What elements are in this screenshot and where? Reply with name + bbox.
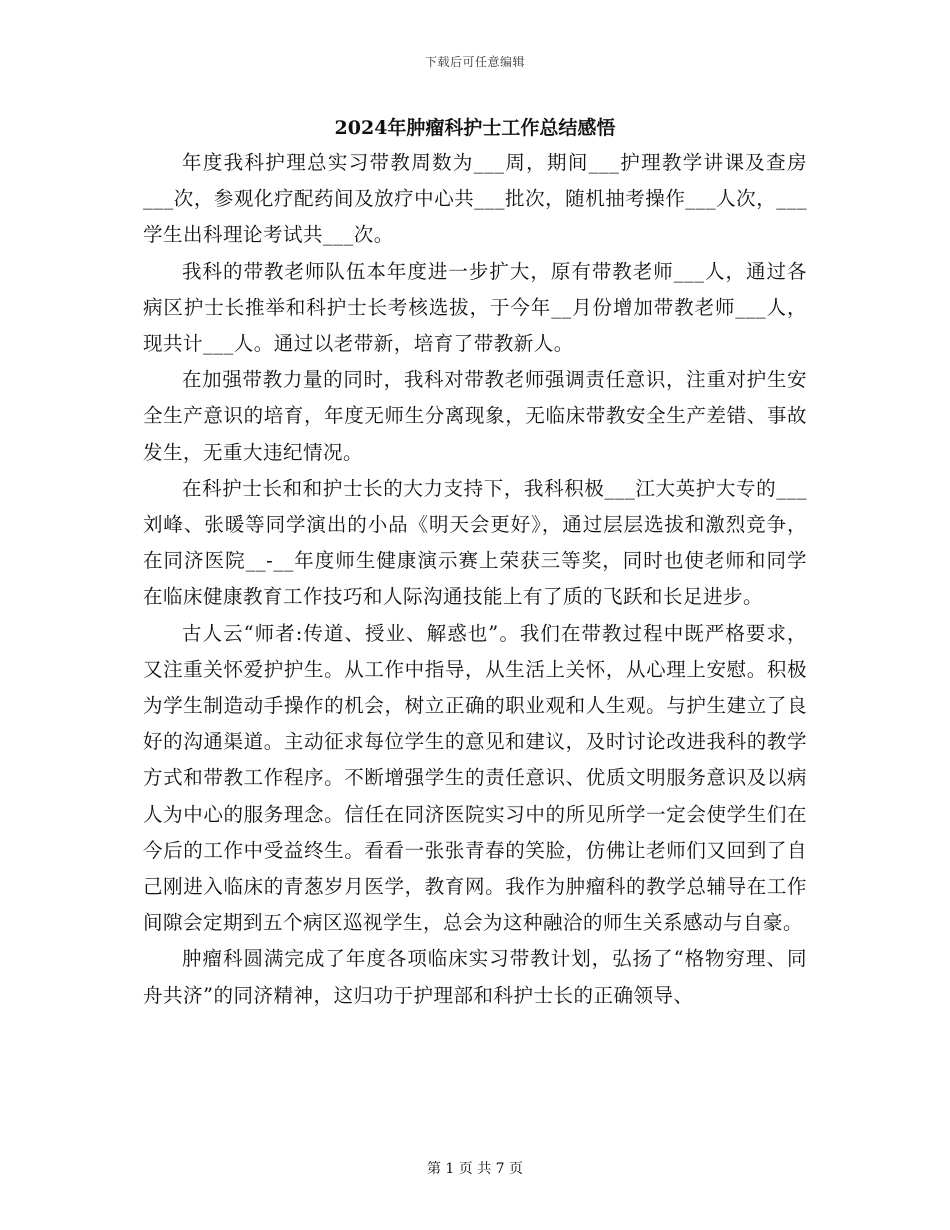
paragraph-teaching-stats: 年度我科护理总实习带教周数为___周，期间___护理教学讲课及查房___次，参观化疗配药间及放疗中心共___批次，随机抽考操作___人次，___学生出科理论考试共___次。: [143, 151, 807, 247]
paragraph-care: 古人云“师者:传道、授业、解惑也”。我们在带教过程中既严格要求，又注重关怀爱护护生。从工作中指导，从生活上关怀，从心理上安慰。积极为学生制造动手操作的机会，树立正确的职业观和人生观。与护生建立了良好的沟通渠道。主动征求每位学生的意见和建议，及时讨论改进我科的教学方式和带教工作程序。不断增强学生的责任意识、优质文明服务意识及以病人为中心的服务理念。信任在同济医院实习中的所见所学一定会使学生们在今后的工作中受益终生。看看一张张青春的笑脸，仿佛让老师们又回到了自己刚进入临床的青葱岁月医学，教育网。我作为肿瘤科的教学总辅导在工作间隙会定期到五个病区巡视学生，总会为这种融洽的师生关系感动与自豪。: [143, 621, 807, 935]
paragraph-summary: 肿瘤科圆满完成了年度各项临床实习带教计划，弘扬了“格物穷理、同舟共济”的同济精神，这归功于护理部和科护士长的正确领导、: [143, 947, 807, 1007]
paragraph-competition: 在科护士长和和护士长的大力支持下，我科积极___江大英护大专的___刘峰、张暖等同学演出的小品《明天会更好》，通过层层选拔和激烈竞争，在同济医院__-__年度师生健康演示赛上荣获三等奖，同时也使老师和同学在临床健康教育工作技巧和人际沟通技能上有了质的飞跃和长足进步。: [143, 476, 807, 609]
paragraph-teacher-team: 我科的带教老师队伍本年度进一步扩大，原有带教老师___人，通过各病区护士长推举和科护士长考核选拔，于今年__月份增加带教老师___人，现共计___人。通过以老带新，培育了带教新人。: [143, 259, 807, 356]
document-body: [143, 145, 807, 1014]
paragraph-safety: 在加强带教力量的同时，我科对带教老师强调责任意识，注重对护生安全生产意识的培育，年度无师生分离现象，无临床带教安全生产差错、事故发生，无重大违纪情况。: [143, 368, 807, 464]
document-title: 2024年肿瘤科护士工作总结感悟: [334, 117, 616, 139]
header-note: 下载后可任意编辑: [424, 55, 525, 69]
page-number: 第 1 页 共 7 页: [426, 1161, 524, 1177]
